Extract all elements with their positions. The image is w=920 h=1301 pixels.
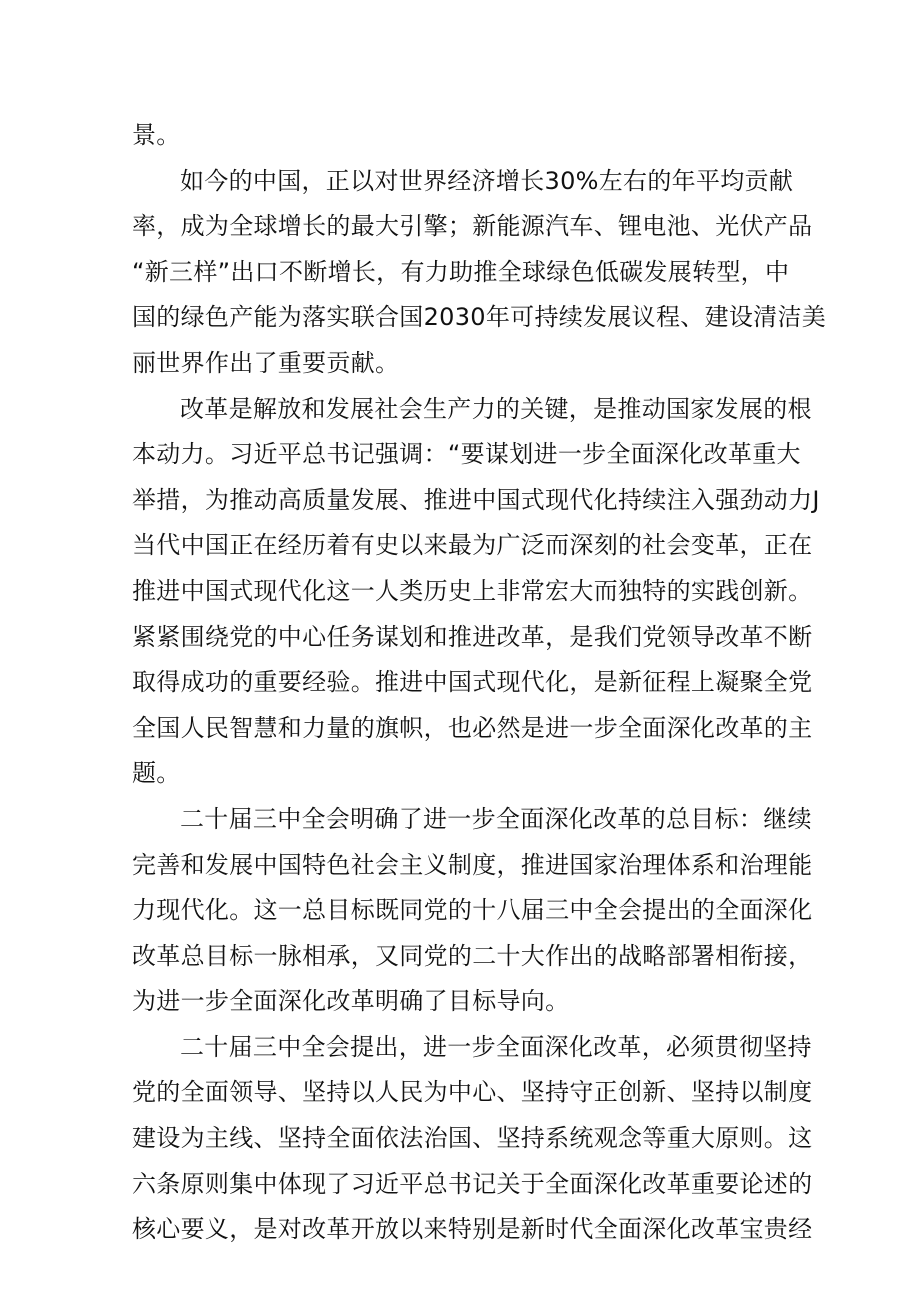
text-line: 推进中国式现代化这一人类历史上非常宏大而独特的实践创新。	[132, 576, 813, 605]
text-line: 景。	[132, 121, 181, 149]
text-line: 丽世界作出了重要贡献。	[132, 348, 400, 377]
text-line: 力现代化。这一总目标既同党的十八届三中全会提出的全面深化	[132, 896, 813, 925]
text-line: 建设为主线、坚持全面依法治国、坚持系统观念等重大原则。这	[132, 1124, 813, 1153]
text-line: 率，成为全球增长的最大引擎；新能源汽车、锂电池、光伏产品	[132, 212, 813, 241]
paragraph-start-line: 如今的中国，正以对世界经济增长30%左右的年平均贡献	[180, 166, 794, 195]
text-line: 国的绿色产能为落实联合国2030年可持续发展议程、建设清洁美	[132, 303, 827, 332]
text-line: 本动力。习近平总书记强调：“要谋划进一步全面深化改革重大	[132, 440, 801, 469]
text-line: 党的全面领导、坚持以人民为中心、坚持守正创新、坚持以制度	[132, 1078, 813, 1107]
text-line: “新三样”出口不断增长，有力助推全球绿色低碳发展转型，中	[132, 257, 790, 286]
text-line: 取得成功的重要经验。推进中国式现代化，是新征程上凝聚全党	[132, 668, 813, 697]
paragraph-start-line: 二十届三中全会明确了进一步全面深化改革的总目标：继续	[180, 804, 812, 833]
text-line: 全国人民智慧和力量的旗帜，也必然是进一步全面深化改革的主	[132, 713, 813, 742]
text-line: 紧紧围绕党的中心任务谋划和推进改革，是我们党领导改革不断	[132, 622, 813, 651]
text-line: 当代中国正在经历着有史以来最为广泛而深刻的社会变革，正在	[132, 531, 813, 560]
text-line: 六条原则集中体现了习近平总书记关于全面深化改革重要论述的	[132, 1169, 813, 1198]
text-line: 核心要义，是对改革开放以来特别是新时代全面深化改革宝贵经	[132, 1215, 813, 1244]
text-line: 完善和发展中国特色社会主义制度，推进国家治理体系和治理能	[132, 850, 813, 879]
text-line: 为进一步全面深化改革明确了目标导向。	[132, 987, 570, 1016]
text-line: 举措，为推动高质量发展、推进中国式现代化持续注入强劲动力J	[132, 485, 820, 514]
text-line: 改革总目标一脉相承，又同党的二十大作出的战略部署相衔接，	[132, 941, 813, 970]
paragraph-start-line: 二十届三中全会提出，进一步全面深化改革，必须贯彻坚持	[180, 1032, 812, 1061]
paragraph-start-line: 改革是解放和发展社会生产力的关键，是推动国家发展的根	[180, 394, 812, 423]
document-body	[132, 113, 827, 1253]
text-line: 题。	[132, 759, 181, 788]
